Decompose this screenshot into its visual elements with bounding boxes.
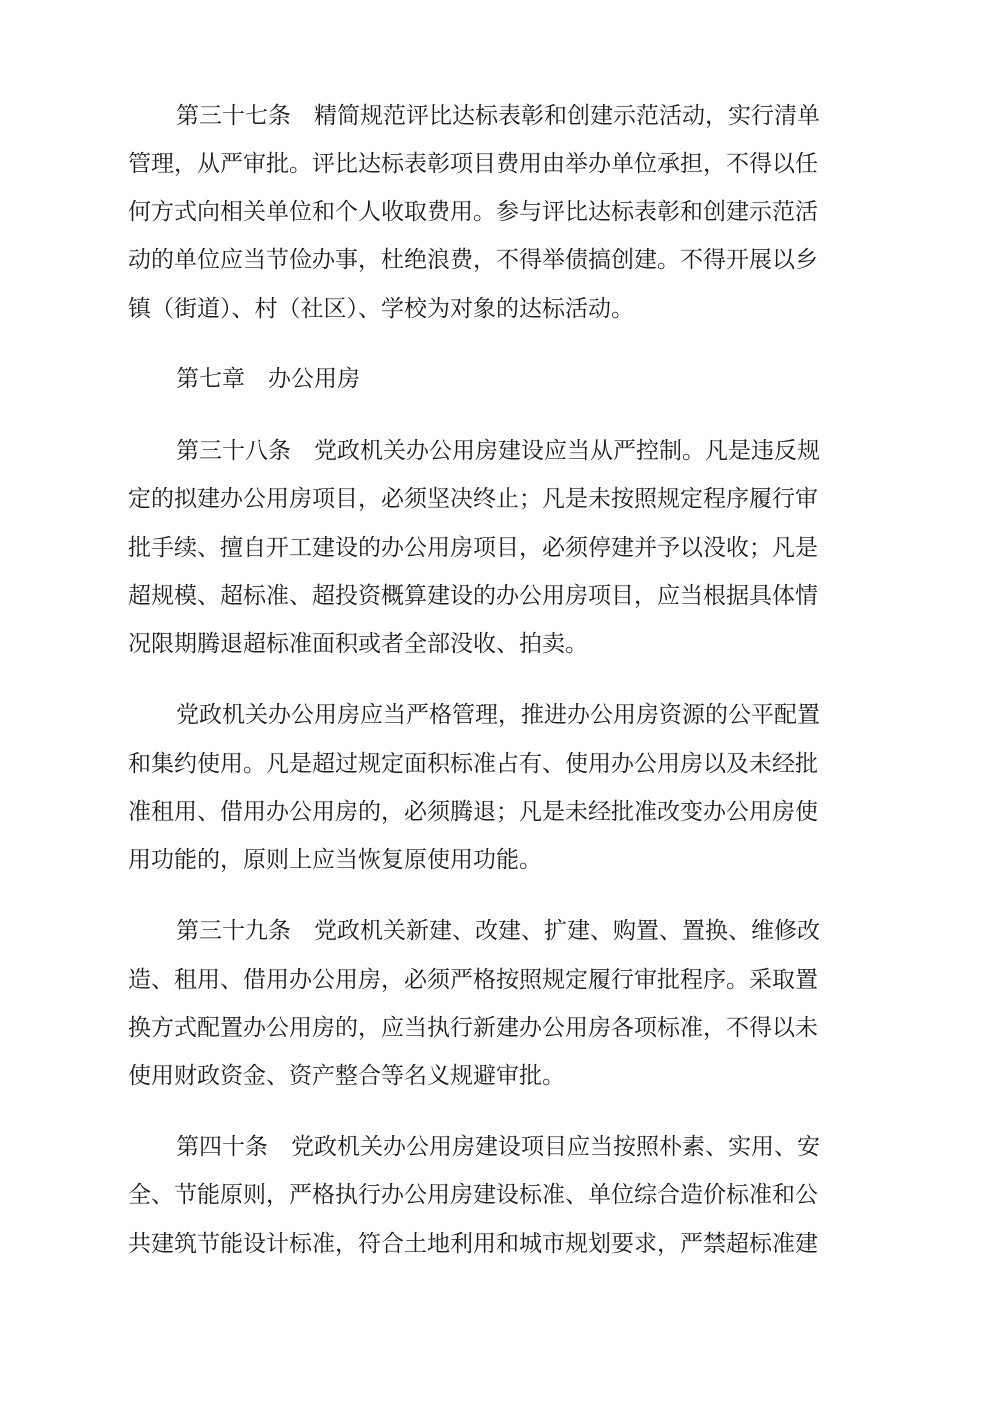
article-39-line-1: 第三十九条 党政机关新建、改建、扩建、购置、置换、维修改 bbox=[176, 918, 820, 944]
article-40-line-3: 共建筑节能设计标准，符合土地利用和城市规划要求，严禁超标准建 bbox=[128, 1231, 818, 1257]
article-40-line-1: 第四十条 党政机关办公用房建设项目应当按照朴素、实用、安 bbox=[176, 1134, 820, 1160]
chapter-heading: 第七章 办公用房 bbox=[176, 366, 360, 392]
paragraph-line-2: 和集约使用。凡是超过规定面积标准占有、使用办公用房以及未经批 bbox=[128, 751, 818, 777]
article-38-line-2: 定的拟建办公用房项目，必须坚决终止；凡是未按照规定程序履行审 bbox=[128, 486, 818, 512]
article-37-line-4: 动的单位应当节俭办事，杜绝浪费，不得举债搞创建。不得开展以乡 bbox=[128, 247, 818, 273]
article-38-line-5: 况限期腾退超标准面积或者全部没收、拍卖。 bbox=[128, 631, 588, 657]
article-38-line-1: 第三十八条 党政机关办公用房建设应当从严控制。凡是违反规 bbox=[176, 438, 820, 464]
article-38-line-4: 超规模、超标准、超投资概算建设的办公用房项目，应当根据具体情 bbox=[128, 583, 818, 609]
paragraph-line-1: 党政机关办公用房应当严格管理，推进办公用房资源的公平配置 bbox=[176, 702, 820, 728]
paragraph-line-3: 准租用、借用办公用房的，必须腾退；凡是未经批准改变办公用房使 bbox=[128, 799, 818, 825]
article-38-line-3: 批手续、擅自开工建设的办公用房项目，必须停建并予以没收；凡是 bbox=[128, 535, 818, 561]
paragraph-line-4: 用功能的，原则上应当恢复原使用功能。 bbox=[128, 847, 542, 873]
article-37-line-5: 镇（街道）、村（社区）、学校为对象的达标活动。 bbox=[128, 296, 634, 322]
article-37-line-1: 第三十七条 精简规范评比达标表彰和创建示范活动，实行清单 bbox=[176, 103, 820, 129]
article-39-line-3: 换方式配置办公用房的，应当执行新建办公用房各项标准，不得以未 bbox=[128, 1015, 818, 1041]
article-40-line-2: 全、节能原则，严格执行办公用房建设标准、单位综合造价标准和公 bbox=[128, 1182, 818, 1208]
article-39-line-2: 造、租用、借用办公用房，必须严格按照规定履行审批程序。采取置 bbox=[128, 967, 818, 993]
article-39-line-4: 使用财政资金、资产整合等名义规避审批。 bbox=[128, 1063, 565, 1089]
article-37-line-3: 何方式向相关单位和个人收取费用。参与评比达标表彰和创建示范活 bbox=[128, 199, 818, 225]
article-37-line-2: 管理，从严审批。评比达标表彰项目费用由举办单位承担，不得以任 bbox=[128, 151, 818, 177]
